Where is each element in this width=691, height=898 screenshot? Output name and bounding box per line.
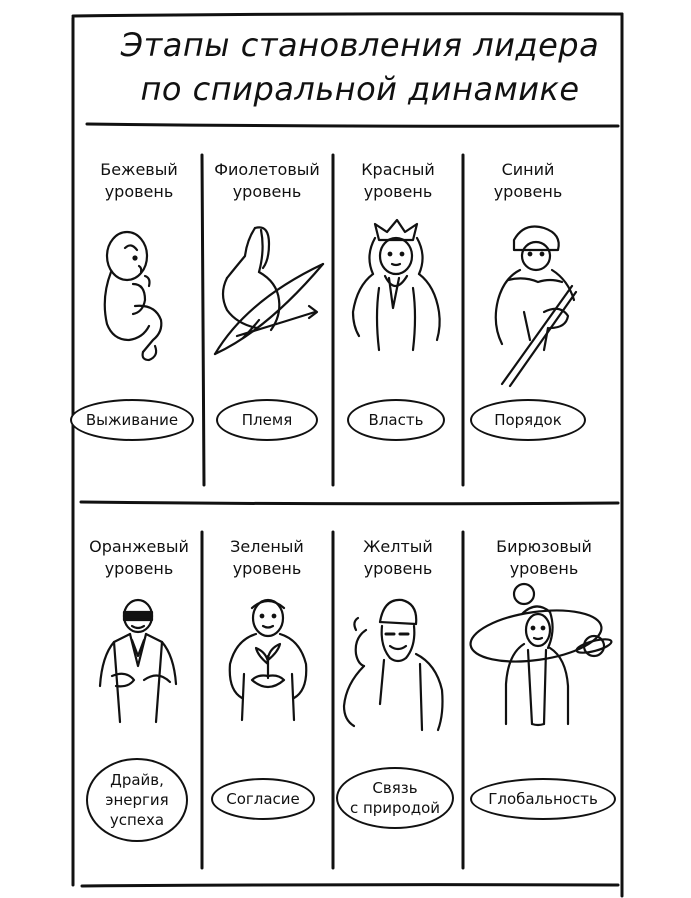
- keyword-tribe-oval: [216, 399, 318, 441]
- level-red-name: Красный: [361, 160, 435, 179]
- archer-woman-icon: [207, 220, 332, 360]
- keyword-global-oval: [470, 778, 616, 820]
- level-blue-label: [464, 159, 592, 203]
- level-violet-suffix: уровень: [232, 182, 302, 201]
- level-green-name: Зеленый: [230, 537, 304, 556]
- level-yellow-suffix: уровень: [363, 559, 433, 578]
- baby-icon: [95, 228, 185, 368]
- level-green-label: [203, 536, 331, 580]
- page-title-line-2: по спиральной динамике: [140, 70, 580, 108]
- level-green-suffix: уровень: [232, 559, 302, 578]
- keyword-order-oval: [470, 399, 586, 441]
- level-beige-suffix: уровень: [104, 182, 174, 201]
- keyword-survival: Выживание: [85, 411, 179, 429]
- keyword-drive-1: Драйв,: [110, 771, 164, 789]
- keyword-drive-2: энергия: [105, 791, 169, 809]
- keyword-tribe: Племя: [241, 411, 293, 429]
- level-blue-suffix: уровень: [493, 182, 563, 201]
- level-orange-label: [75, 536, 203, 580]
- planets-person-icon: [466, 574, 622, 734]
- keyword-nature-oval: [336, 767, 454, 829]
- level-turquoise-suffix: уровень: [509, 559, 579, 578]
- keyword-drive-3: успеха: [109, 811, 165, 829]
- soldier-with-rifle-icon: [484, 220, 584, 390]
- keyword-order: Порядок: [494, 411, 562, 429]
- keyword-survival-oval: [70, 399, 194, 441]
- keyword-nature-1: Связь: [372, 779, 418, 797]
- level-blue-name: Синий: [501, 160, 555, 179]
- level-orange-name: Оранжевый: [89, 537, 189, 556]
- man-with-sprout-icon: [222, 594, 314, 724]
- level-yellow-name: Желтый: [363, 537, 433, 556]
- page-title-line-1: Этапы становления лидера: [120, 26, 600, 64]
- keyword-power: Власть: [368, 411, 424, 429]
- keyword-consent: Согласие: [226, 790, 300, 808]
- level-red-suffix: уровень: [363, 182, 433, 201]
- level-violet-name: Фиолетовый: [214, 160, 320, 179]
- keyword-drive-oval: [86, 758, 188, 842]
- level-yellow-label: [334, 536, 462, 580]
- level-violet-label: [203, 159, 331, 203]
- level-beige-name: Бежевый: [100, 160, 178, 179]
- level-turquoise-name: Бирюзовый: [496, 537, 592, 556]
- keyword-global: Глобальность: [488, 790, 598, 808]
- level-red-label: [334, 159, 462, 203]
- level-beige-label: [75, 159, 203, 203]
- keyword-power-oval: [347, 399, 445, 441]
- keyword-consent-oval: [211, 778, 315, 820]
- crowned-ruler-icon: [345, 216, 455, 366]
- keyword-nature-2: с природой: [349, 799, 441, 817]
- bearded-sage-icon: [340, 594, 455, 734]
- level-orange-suffix: уровень: [104, 559, 174, 578]
- businessman-icon: [92, 596, 184, 726]
